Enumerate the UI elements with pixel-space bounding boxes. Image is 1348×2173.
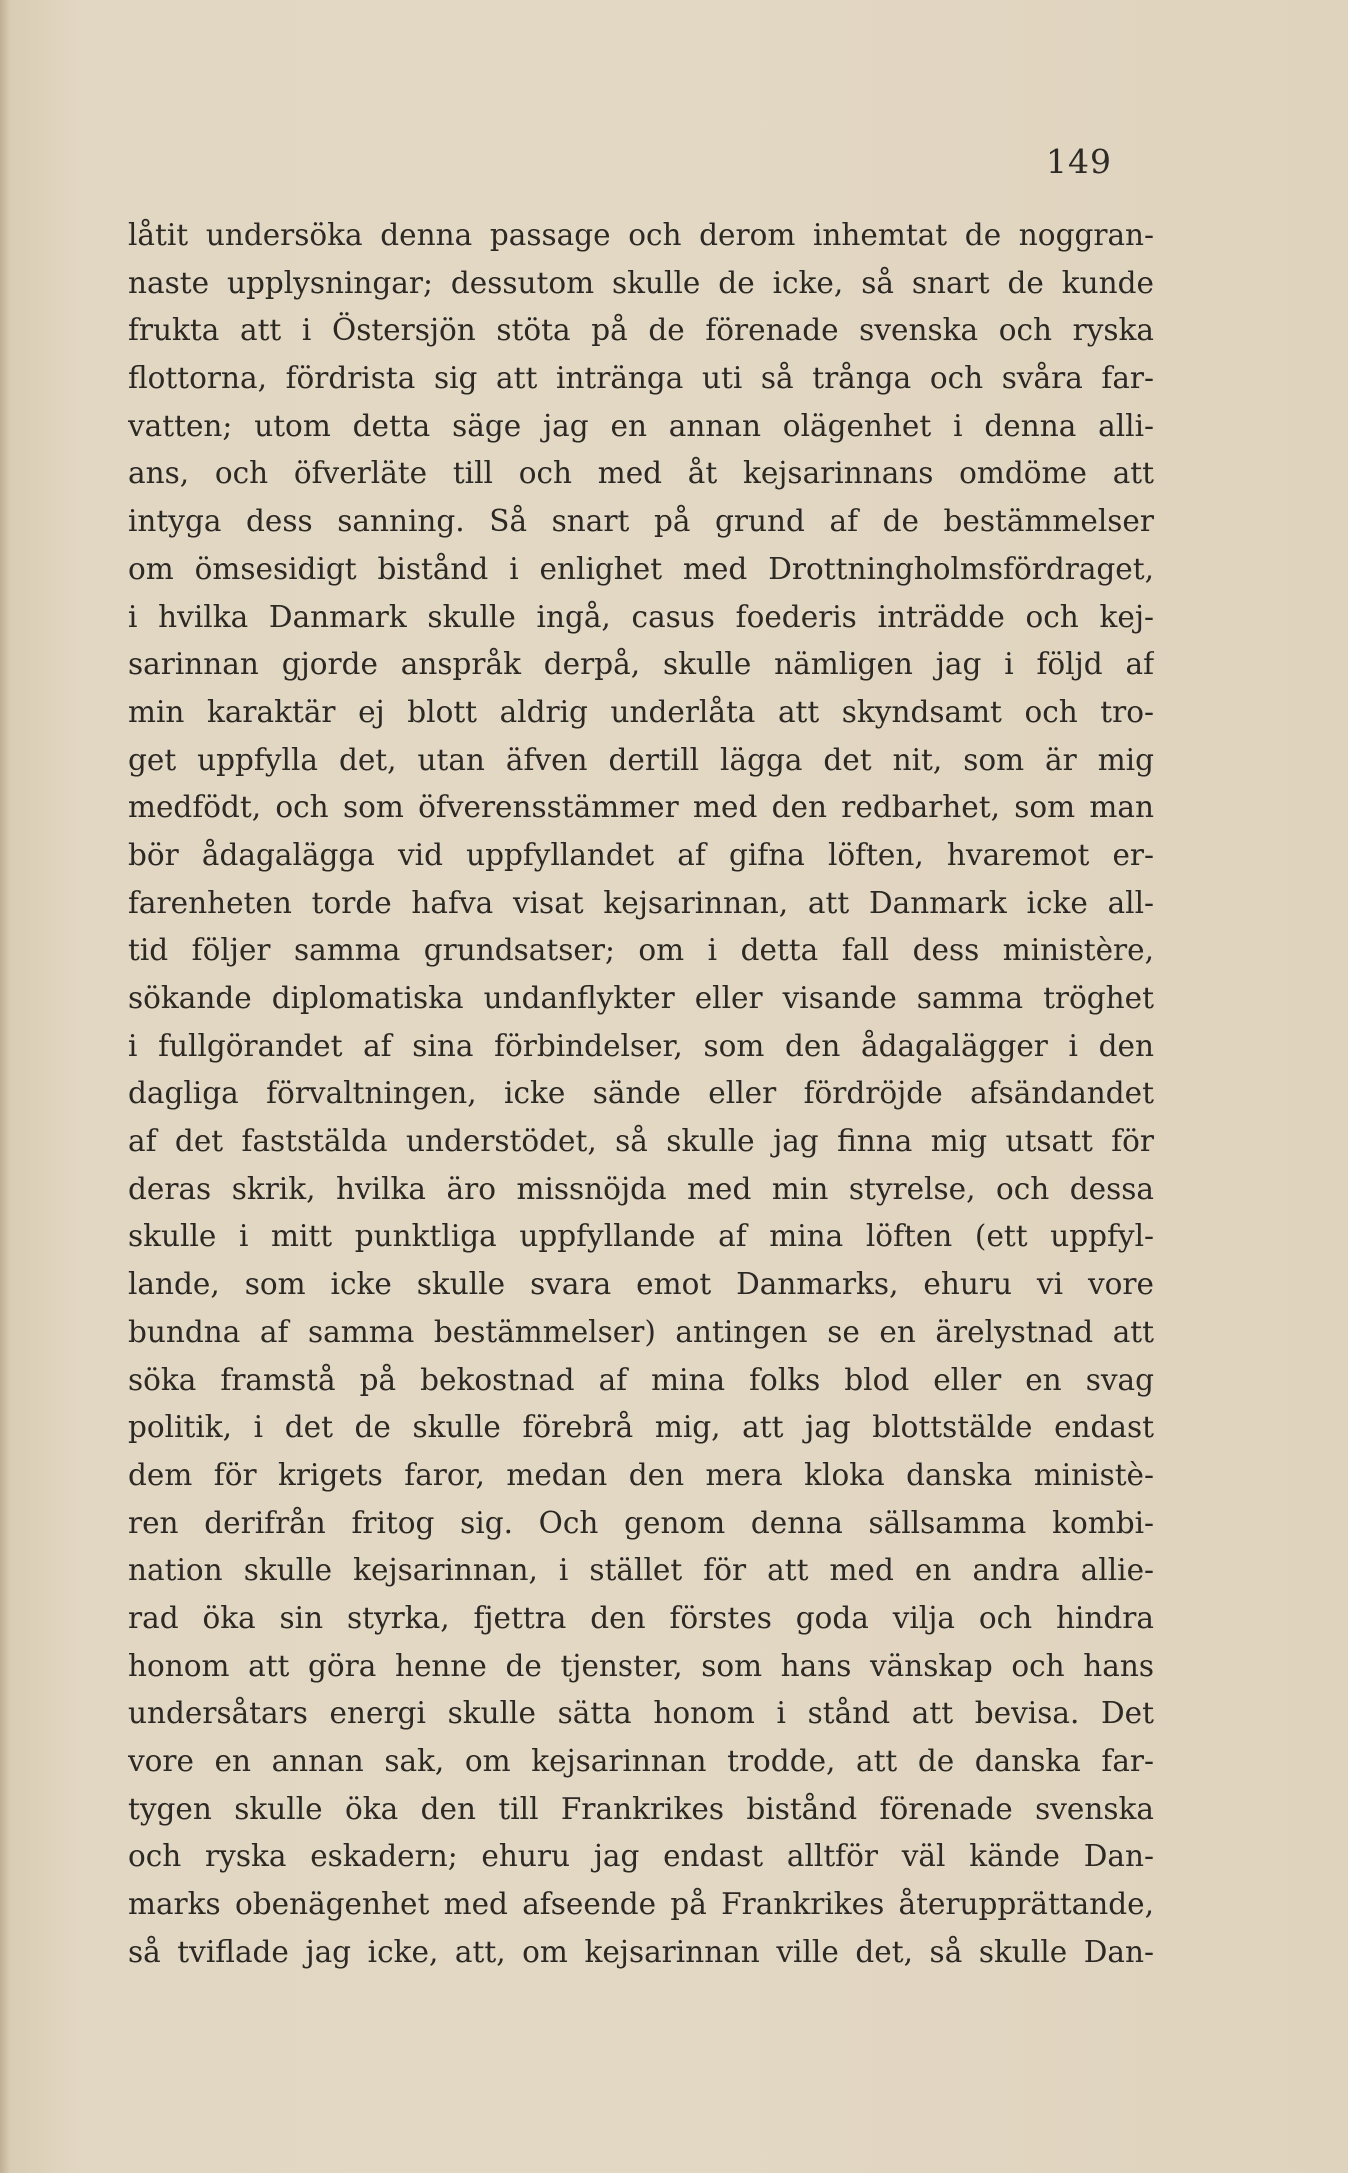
text-line: dem för krigets faror, medan den mera kloka danska ministè- (128, 1457, 1154, 1492)
text-line: get uppfylla det, utan äfven dertill lägga det nit, som är mig (128, 742, 1154, 777)
text-line: sarinnan gjorde anspråk derpå, skulle nämligen jag i följd af (128, 647, 1154, 682)
page-number: 149 (1046, 142, 1112, 181)
text-line: i fullgörandet af sina förbindelser, som den ådagalägger i den (128, 1028, 1154, 1063)
text-line: intyga dess sanning. Så snart på grund af de bestämmelser (128, 504, 1154, 539)
text-line: vatten; utom detta säge jag en annan olägenhet i denna alli- (128, 408, 1154, 443)
text-line: af det faststälda understödet, så skulle jag finna mig utsatt för (128, 1124, 1154, 1159)
text-line: lande, som icke skulle svara emot Danmarks, ehuru vi vore (128, 1267, 1154, 1302)
text-line: farenheten torde hafva visat kejsarinnan, att Danmark icke all- (128, 885, 1154, 920)
text-line: tygen skulle öka den till Frankrikes bistånd förenade svenska (128, 1791, 1154, 1826)
text-line: dagliga förvaltningen, icke sände eller fördröjde afsändandet (128, 1076, 1154, 1111)
text-line: så tviflade jag icke, att, om kejsarinnan ville det, så skulle Dan- (128, 1934, 1154, 1969)
text-line: frukta att i Östersjön stöta på de förenade svenska och ryska (128, 313, 1154, 348)
text-line: vore en annan sak, om kejsarinnan trodde, att de danska far- (128, 1744, 1154, 1778)
text-line: nation skulle kejsarinnan, i stället för att med en andra allie- (128, 1553, 1154, 1588)
text-line: skulle i mitt punktliga uppfyllande af mina löften (ett uppfyl- (128, 1219, 1154, 1254)
text-line: naste upplysningar; dessutom skulle de icke, så snart de kunde (128, 265, 1154, 300)
text-line: marks obenägenhet med afseende på Frankrikes återupprättande, (128, 1887, 1154, 1922)
page-left-edge (0, 0, 10, 2173)
text-line: bör ådagalägga vid uppfyllandet af gifna löften, hvaremot er- (128, 837, 1154, 872)
text-line: tid följer samma grundsatser; om i detta fall dess ministère, (128, 933, 1154, 968)
text-line: politik, i det de skulle förebrå mig, att jag blottstälde endast (128, 1410, 1154, 1445)
text-line: om ömsesidigt bistånd i enlighet med Drottningholmsfördraget, (128, 551, 1154, 586)
text-line: deras skrik, hvilka äro missnöjda med min styrelse, och dessa (128, 1171, 1154, 1206)
text-line: sökande diplomatiska undanflykter eller visande samma tröghet (128, 981, 1154, 1015)
body-text (128, 212, 1154, 1976)
text-line: söka framstå på bekostnad af mina folks blod eller en svag (128, 1362, 1154, 1397)
text-line: undersåtars energi skulle sätta honom i stånd att bevisa. Det (128, 1696, 1154, 1731)
text-line: i hvilka Danmark skulle ingå, casus foederis inträdde och kej- (128, 599, 1154, 634)
text-line: och ryska eskadern; ehuru jag endast alltför väl kände Dan- (128, 1839, 1154, 1874)
text-line: medfödt, och som öfverensstämmer med den redbarhet, som man (128, 790, 1154, 825)
text-line: bundna af samma bestämmelser) antingen se en ärelystnad att (128, 1314, 1154, 1349)
text-line: min karaktär ej blott aldrig underlåta att skyndsamt och tro- (128, 694, 1154, 729)
text-line: flottorna, fördrista sig att intränga uti så trånga och svåra far- (128, 361, 1154, 396)
text-line: ren derifrån fritog sig. Och genom denna sällsamma kombi- (128, 1505, 1154, 1540)
text-line: rad öka sin styrka, fjettra den förstes goda vilja och hindra (128, 1600, 1154, 1635)
text-line: ans, och öfverläte till och med åt kejsarinnans omdöme att (128, 456, 1154, 491)
text-line: låtit undersöka denna passage och derom inhemtat de noggran- (128, 218, 1154, 252)
text-line: honom att göra henne de tjenster, som hans vänskap och hans (128, 1648, 1154, 1683)
